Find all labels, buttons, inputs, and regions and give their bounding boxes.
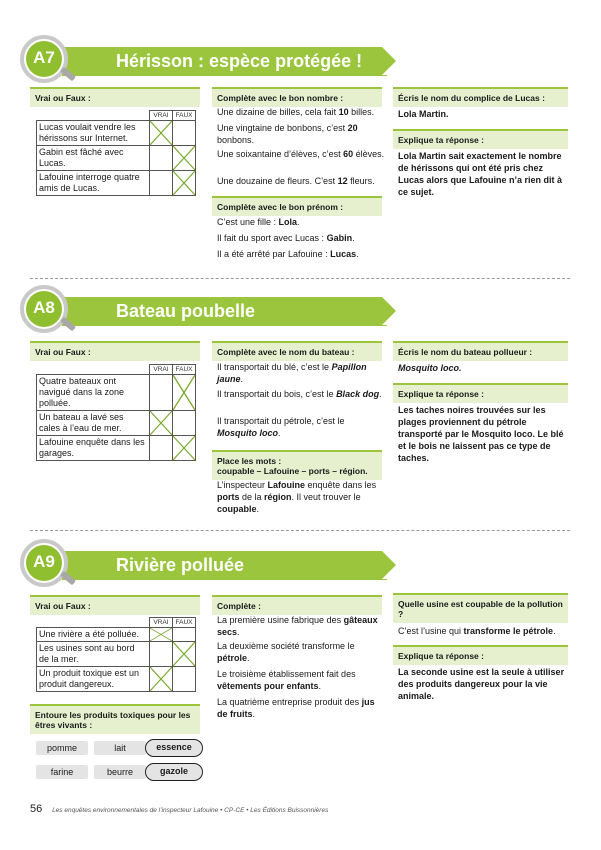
table-row: Lucas voulait vendre les hérissons sur Internet. (37, 121, 196, 146)
a9-complete-line: Le troisième établissement fait des vêtements pour enfants. (217, 669, 356, 691)
a7-header (0, 30, 601, 90)
product-option-circled[interactable]: gazole (145, 763, 203, 781)
a9-complete-line: La quatrième entreprise produit des jus de fruits. (217, 697, 375, 719)
a8-explique-header: Explique ta réponse : (393, 383, 568, 403)
a9-complete-line: La deuxième société transforme le pétrole. (217, 641, 355, 663)
magnifier-handle-icon (60, 67, 76, 82)
a7-title: Hérisson : espèce protégée ! (116, 51, 363, 71)
table-row: Un bateau a lavé ses cales à l’eau de mer. (37, 411, 196, 436)
a8-title-underline (62, 325, 387, 326)
footer-credit: Les enquêtes environnementales de l’inspecteur Lafouine • CP-CE • Les Éditions Buissonnières (52, 807, 329, 814)
a9-vf-table (36, 617, 196, 692)
a7-nombre-line: Une dizaine de billes, cela fait 10 billes. (217, 107, 375, 117)
cross-mark-icon (150, 667, 172, 691)
col-faux: FAUX (173, 618, 196, 628)
page-number: 56 (30, 803, 43, 815)
a8-header (0, 280, 601, 340)
col-vrai: VRAI (150, 365, 173, 375)
cross-mark-icon (173, 375, 195, 410)
magnifier-handle-icon (60, 571, 76, 586)
cross-mark-icon (150, 628, 172, 641)
a8-vf-table (36, 364, 196, 461)
table-row: Lafouine enquête dans les garages. (37, 436, 196, 461)
vrai-cell[interactable] (150, 121, 173, 146)
cross-mark-icon (173, 171, 195, 195)
faux-cell[interactable] (173, 642, 196, 667)
a8-vf-header: Vrai ou Faux : (30, 341, 200, 361)
a7-nombre-line: Une douzaine de fleurs. C’est 12 fleurs. (217, 176, 375, 186)
a9-usine-answer: C’est l’usine qui transforme le pétrole. (398, 626, 556, 636)
section-divider (30, 530, 570, 531)
a9-complete-line: La première usine fabrique des gâteaux secs. (217, 615, 378, 637)
a7-explique-answer: Lola Martin sait exactement le nombre de hérissons qui ont été pris chez Lucas alors que Lafouine n’a rien dit à ce sujet. (398, 151, 563, 197)
a7-vf-table (36, 110, 196, 196)
a9-title-underline (62, 579, 387, 580)
a8-pollueur-answer: Mosquito loco. (398, 363, 462, 373)
faux-cell[interactable] (173, 436, 196, 461)
col-vrai: VRAI (150, 618, 173, 628)
a9-complete-header: Complète : (212, 595, 382, 615)
a7-nombre-line: Une soixantaine d’élèves, c’est 60 élèves. (217, 149, 385, 159)
a9-magnifier-badge (20, 539, 76, 589)
a8-badge-label: A8 (33, 298, 55, 317)
a8-explique-answer: Les taches noires trouvées sur les plages proviennent du pétrole transporté par le Mosquito loco. Le blé et le bois ne laissent pas ce type de taches. (398, 405, 564, 463)
a8-bateau-header: Complète avec le nom du bateau : (212, 341, 382, 361)
vrai-cell[interactable] (150, 411, 173, 436)
a7-magnifier-badge (20, 35, 76, 85)
cross-mark-icon (150, 121, 172, 145)
faux-cell[interactable] (173, 411, 196, 436)
a7-prenom-line: Il a été arrêté par Lafouine : Lucas. (217, 249, 359, 259)
faux-cell[interactable] (173, 375, 196, 411)
a7-nombre-line: Une vingtaine de bonbons, c’est 20 bonbons. (217, 123, 358, 145)
a9-explique-header: Explique ta réponse : (393, 645, 568, 665)
a9-explique-answer: La seconde usine est la seule à utiliser des produits dangereux pour la vie animale. (398, 667, 565, 701)
a7-nombre-header: Complète avec le bon nombre : (212, 87, 382, 107)
a7-prenom-line: Il fait du sport avec Lucas : Gabin. (217, 233, 355, 243)
a8-pollueur-header: Écris le nom du bateau pollueur : (393, 341, 568, 361)
a9-header (0, 534, 601, 594)
faux-cell[interactable] (173, 146, 196, 171)
a8-mots-header: Place les mots : coupable – Lafouine – ports – région. (212, 450, 382, 480)
cross-mark-icon (173, 436, 195, 460)
table-row: Les usines sont au bord de la mer. (37, 642, 196, 667)
vrai-cell[interactable] (150, 642, 173, 667)
section-divider (30, 278, 570, 279)
cross-mark-icon (173, 642, 195, 666)
a9-usine-header: Quelle usine est coupable de la pollution ? (393, 593, 568, 623)
product-option[interactable]: lait (94, 741, 146, 755)
a7-prenom-header: Complète avec le bon prénom : (212, 196, 382, 216)
table-row: Gabin est fâché avec Lucas. (37, 146, 196, 171)
a8-bateau-line: Il transportait du pétrole, c’est le Mosquito loco. (217, 416, 345, 438)
a7-prenom-line: C’est une fille : Lola. (217, 217, 300, 227)
a7-complice-answer: Lola Martin. (398, 109, 449, 119)
faux-cell[interactable] (173, 121, 196, 146)
vrai-cell[interactable] (150, 628, 173, 642)
faux-cell[interactable] (173, 628, 196, 642)
table-row: Lafouine interroge quatre amis de Lucas. (37, 171, 196, 196)
vrai-cell[interactable] (150, 146, 173, 171)
product-option[interactable]: beurre (94, 765, 146, 779)
a7-badge-label: A7 (33, 48, 55, 67)
vrai-cell[interactable] (150, 171, 173, 196)
col-faux: FAUX (173, 111, 196, 121)
a9-title: Rivière polluée (116, 555, 245, 575)
a8-title: Bateau poubelle (116, 301, 256, 321)
product-option[interactable]: pomme (36, 741, 88, 755)
a9-badge-label: A9 (33, 552, 55, 571)
table-row: Un produit toxique est un produit dangereux. (37, 667, 196, 692)
table-row: Quatre bateaux ont navigué dans la zone polluée. (37, 375, 196, 411)
vrai-cell[interactable] (150, 436, 173, 461)
a8-magnifier-badge (20, 285, 76, 335)
magnifier-handle-icon (60, 317, 76, 332)
col-faux: FAUX (173, 365, 196, 375)
page-footer (30, 803, 328, 815)
table-row: Une rivière a été polluée. (37, 628, 196, 642)
a7-title-underline (62, 75, 387, 76)
vrai-cell[interactable] (150, 667, 173, 692)
a7-explique-header: Explique ta réponse : (393, 129, 568, 149)
cross-mark-icon (173, 146, 195, 170)
cross-mark-icon (150, 411, 172, 435)
a9-entoure-header: Entoure les produits toxiques pour les êtres vivants : (30, 704, 200, 734)
a7-complice-header: Écris le nom du complice de Lucas : (393, 87, 568, 107)
product-option-circled[interactable]: essence (145, 739, 203, 757)
vrai-cell[interactable] (150, 375, 173, 411)
a7-vf-header: Vrai ou Faux : (30, 87, 200, 107)
faux-cell[interactable] (173, 171, 196, 196)
faux-cell[interactable] (173, 667, 196, 692)
a9-vf-header: Vrai ou Faux : (30, 595, 200, 615)
a8-bateau-line: Il transportait du blé, c’est le Papillon jaune. (217, 362, 367, 384)
col-vrai: VRAI (150, 111, 173, 121)
a8-mots-answer: L’inspecteur Lafouine enquête dans les ports de la région. Il veut trouver le coupable. (217, 480, 377, 514)
a8-bateau-line: Il transportait du bois, c’est le Black dog. (217, 389, 382, 399)
product-option[interactable]: farine (36, 765, 88, 779)
